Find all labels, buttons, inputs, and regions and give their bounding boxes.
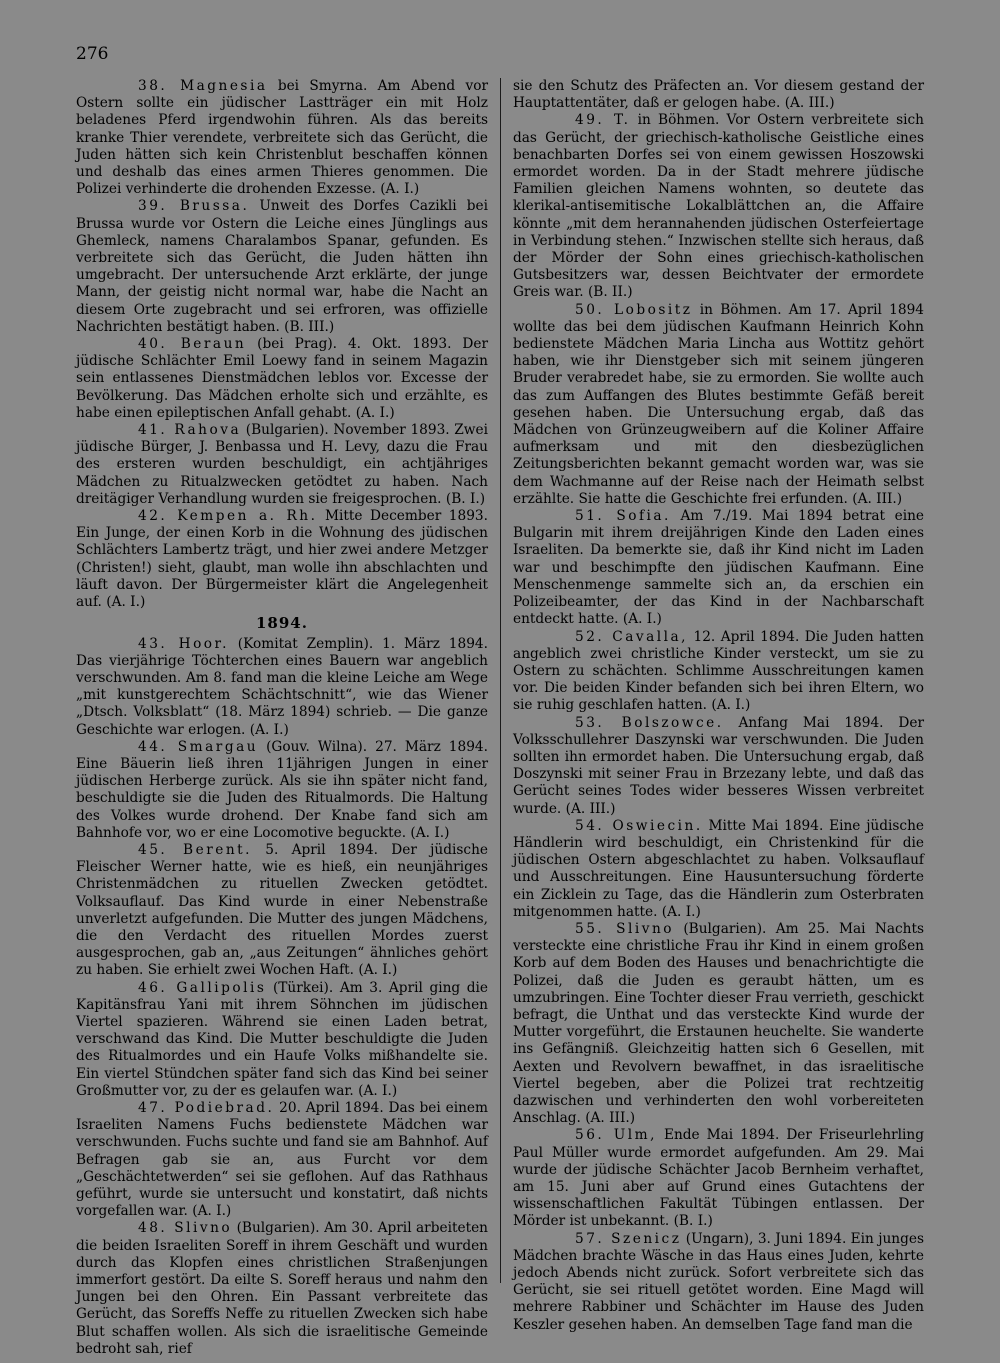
entry-text: (Türkei). Am 3. April ging die Kapitänsfrau Yani mit ihrem Söhnchen im jüdischen Viertel spazieren. Während sie einen Laden betrat, verschwand das Kind. Die Mutter beschuldigte die Juden des Ritualmordes und ein Haufe Volks mißhandelte sie. Ein viertel Stündchen später fand sich das Kind bei seiner Großmutter vor, zu der es gelaufen war. (A. I.) bbox=[76, 979, 488, 1099]
entry bbox=[513, 921, 924, 1127]
entry-text: 20. April 1894. Das bei einem Israeliten Namens Fuchs bedienstete Mädchen war verschwunden. Fuchs suchte und fand sie am Bahnhof. Auf Befragen gab sie an, aus Furcht vor dem „Geschächtetwerden“ sei sie geflohen. Auf das Rathhaus geführt, wurde sie untersucht und konstatirt, daß nichts vorgefallen war. (A. I.) bbox=[76, 1099, 488, 1220]
entry-place: 45. Berent. bbox=[138, 841, 253, 858]
entry bbox=[513, 112, 924, 301]
entry bbox=[513, 508, 924, 628]
entry-text: (Bulgarien). Am 25. Mai Nachts versteckte eine christliche Frau ihr Kind in einem großen Korb auf dem Boden des Hauses und benachrichtigte die Polizei, daß die Juden es geraubt hätten, um es umzubringen. Eine Tochter dieser Frau verrieth, geschickt befragt, die Unthat und das versteckte Kind wurde der Mutter vorgeführt, die Erstaunen heuchelte. Sie wanderte ins Gefängniß. Gleichzeitig hatten sich 6 Gesellen, mit Aexten und Revolvern bewaffnet, in das israelitische Viertel begeben, aber die Polizei trat rechtzeitig dazwischen und verhinderten den wohl vorbereiteten Anschlag. (A. III.) bbox=[513, 920, 924, 1127]
entry-place: 52. Cavalla, bbox=[575, 628, 689, 645]
entry-continuation: sie den Schutz des Präfecten an. Vor diesem gestand der Hauptattentäter, daß er gelogen habe. (A. III.) bbox=[513, 78, 924, 112]
entry-text: (Ungarn), 3. Juni 1894. Ein junges Mädchen brachte Wäsche in das Haus eines Juden, kehrte jedoch Abends nicht zurück. Sofort verbreitete sich das Gerücht, sie sei rituell getötet worden. Eine Magd will mehrere Rabbiner und Schächter im Hause des Juden Keszler gesehen haben. An demselben Tage fand man die bbox=[513, 1230, 924, 1333]
entry bbox=[76, 1100, 488, 1220]
entry bbox=[76, 842, 488, 980]
entry-text: 5. April 1894. Der jüdische Fleischer Werner hatte, wie es hieß, ein neunjähriges Christenmädchen zu rituellen Zwecken getödtet. Volksauflauf. Das Kind wurde in einer Nebenstraße unverletzt aufgefunden. Die Mutter des jungen Mädchens, die den Verdacht des rituellen Mordes zuerst ausgesprochen, gab an, „aus Zeitungen“ ähnliches gehört zu haben. Sie erhielt zwei Wochen Haft. (A. I.) bbox=[76, 841, 488, 979]
entry bbox=[76, 198, 488, 336]
entry-text: Unweit des Dorfes Cazikli bei Brussa wurde vor Ostern die Leiche eines Jünglings aus Ghemleck, namens Charalambos Spanar, gefunden. Es verbreitete sich das Gerücht, die Juden hätten ihn umgebracht. Der untersuchende Arzt erklärte, der junge Mann, der geistig nicht normal war, habe die Nacht an diesem Orte zugebracht und sei erfroren, was offizielle Nachrichten bestätigt haben. (B. III.) bbox=[76, 198, 488, 335]
entry-text: Am 7./19. Mai 1894 betrat eine Bulgarin mit ihrem dreijährigen Kinde den Laden eines Israeliten. Da bemerkte sie, daß ihr Kind nicht im Laden war und beschimpfte den jüdischen Kaufmann. Eine Menschenmenge sammelte sich an, da erschien ein Polizeibeamter, der das Kind in der Nachbarschaft entdeckt hatte. (A. I.) bbox=[513, 508, 924, 628]
entry-place: 42. Kempen a. Rh. bbox=[138, 508, 318, 525]
entry-place: 56. Ulm, bbox=[575, 1127, 657, 1144]
entry-place: 48. Slivno bbox=[138, 1220, 233, 1237]
entry-place: 50. Lobositz bbox=[575, 301, 693, 318]
page-number: 276 bbox=[76, 44, 109, 64]
entry bbox=[76, 78, 488, 198]
entry-text: (Gouv. Wilna). 27. März 1894. Eine Bäuerin ließ ihren 11jährigen Jungen in einer jüdischen Herberge zurück. Als sie ihn später nicht fand, beschuldigte sie die Juden des Ritualmords. Die Haltung des Volkes wurde drohend. Der Knabe fand sich am Bahnhofe vor, wo er eine Locomotive beguckte. (A. I.) bbox=[76, 738, 488, 841]
left-column bbox=[76, 78, 488, 1358]
entry bbox=[76, 1220, 488, 1358]
entry-place: 39. Brussa. bbox=[138, 198, 250, 215]
column-divider bbox=[500, 78, 501, 1283]
entry-place: 41. Rahova bbox=[138, 422, 242, 439]
entry-place: 46. Gallipolis bbox=[138, 979, 267, 996]
entries-1893 bbox=[76, 78, 488, 611]
entry-text: in Böhmen. Vor Ostern verbreitete sich das Gerücht, der griechisch-katholische Geistliche eines benachbarten Dorfes sei von einem gewissen Hoszowski ermordet worden. Da in der Stadt mehrere jüdische Familien gleichen Namens wohnten, so deutete das klerikal-antisemitische Lokalblättchen an, die Affaire könnte „mit dem herannahenden jüdischen Osterfeiertage in Verbindung stehen.“ Inzwischen stellte sich heraus, daß der Mörder der Sohn eines griechisch-katholischen Gutsbesitzers war, dessen Beichtvater der ermordete Greis war. (B. II.) bbox=[513, 112, 924, 301]
entry-place: 53. Bolszowce. bbox=[575, 714, 724, 731]
entry bbox=[76, 739, 488, 842]
entry-text: in Böhmen. Am 17. April 1894 wollte das bei dem jüdischen Kaufmann Heinrich Kohn bedienstete Mädchen Maria Lincha aus Wottitz gehört haben, wie ihr Dienstgeber sich mit seinem jüngeren Bruder verabredet habe, sie zu ermorden. Sie wollte auch das zum Auffangen des Blutes bestimmte Gefäß bereit gesehen haben. Die Untersuchung ergab, daß das Mädchen von Grünzeugweibern auf die Koliner Affaire aufmerksam und mit den diesbezüglichen Zeitungsberichten bekannt gemacht worden war, was sie dem Wachmanne auf der Reise nach der Heimath selbst erzählte. Sie hatte die Geschichte frei erfunden. (A. III.) bbox=[513, 301, 924, 507]
entry bbox=[76, 336, 488, 422]
entry bbox=[513, 818, 924, 921]
entry bbox=[513, 1127, 924, 1230]
entry bbox=[76, 980, 488, 1100]
entry-place: 40. Beraun bbox=[138, 336, 247, 353]
entry bbox=[513, 1231, 924, 1334]
entry-place: 38. Magnesia bbox=[138, 78, 268, 94]
entry-place: 44. Smargau bbox=[138, 738, 259, 755]
entry-text: Mitte Mai 1894. Eine jüdische Händlerin wird beschuldigt, ein Christenkind für die jüdischen Ostern abgeschlachtet zu haben. Volksauflauf und Ausschreitungen. Eine Hausuntersuchung förderte ein Zicklein zu Tage, das die Händlerin zum Osterbraten mitgenommen hatte. (A. I.) bbox=[513, 817, 924, 920]
entries-1894 bbox=[76, 636, 488, 1359]
entry-text: (Bulgarien). November 1893. Zwei jüdische Bürger, J. Benbassa und H. Levy, dazu die Frau des ersteren wurden beschuldigt, ein achtjähriges Mädchen zu Ritualzwecken getödtet zu haben. Nach dreitägiger Verhandlung wurden sie freigesprochen. (B. I.) bbox=[76, 422, 488, 507]
entry-place: 51. Sofia. bbox=[575, 508, 671, 525]
entry-text: bei Smyrna. Am Abend vor Ostern sollte ein jüdischer Lastträger ein mit Holz beladenes Pferd irgendwohin führen. Als das bereits kranke Thier verendete, verbreitete sich das Gerücht, die Juden hätten sich kein Christenblut beschaffen können und deshalb das eines armen Thieres genommen. Die Polizei verhinderte die drohenden Exzesse. (A. I.) bbox=[76, 78, 488, 198]
entry-place: 49. T. bbox=[575, 112, 631, 129]
entry-text: Mitte December 1893. Ein Junge, der einen Korb in die Wohnung des jüdischen Schlächters Lambertz trägt, und hier zwei andere Metzger (Christen!) sieht, glaubt, man wolle ihn abschlachten und läuft davon. Der Bürgermeister klärt die Angelegenheit auf. (A. I.) bbox=[76, 508, 488, 611]
entry bbox=[513, 715, 924, 818]
right-column bbox=[513, 78, 924, 1334]
entry-text: (Komitat Zemplin). 1. März 1894. Das vierjährige Töchterchen eines Bauern war angeblich verschwunden. Am 8. fand man die kleine Leiche am Wege „mit kunstgerechtem Schächtschnitt“, wie das Wiener „Dtsch. Volksblatt“ (18. März 1894) schrieb. — Die ganze Geschichte war erlogen. (A. I.) bbox=[76, 635, 488, 738]
entry-place: 47. Podiebrad. bbox=[138, 1099, 275, 1116]
entry-text: Ende Mai 1894. Der Friseurlehrling Paul Müller wurde ermordet aufgefunden. Am 29. Mai wurde der jüdische Schächter Jacob Bernheim verhaftet, am 15. Juni aber auf Grund eines Gutachtens der wissenschaftlichen Fakultät Tübingen entlassen. Der Mörder ist unbekannt. (B. I.) bbox=[513, 1127, 924, 1230]
entry-text: (bei Prag). 4. Okt. 1893. Der jüdische Schlächter Emil Loewy fand in seinem Magazin sein entlassenes Dienstmädchen leblos vor. Excesse der Bevölkerung. Das Mädchen erholte sich und erzählte, es habe einen epileptischen Anfall gehabt. (A. I.) bbox=[76, 336, 488, 421]
entry bbox=[76, 508, 488, 611]
entry-place: 57. Szenicz bbox=[575, 1230, 682, 1247]
entry bbox=[513, 302, 924, 508]
entry bbox=[513, 629, 924, 715]
entry-text: 12. April 1894. Die Juden hatten angeblich zwei christliche Kinder versteckt, um sie zu Ostern zu schächten. Schlimme Ausschreitungen kamen vor. Die beiden Kinder befanden sich bei ihren Eltern, wo sie ruhig geschlafen hatten. (A. I.) bbox=[513, 628, 924, 714]
entry-place: 43. Hoor. bbox=[138, 635, 229, 652]
entry-place: 55. Slivno bbox=[575, 920, 675, 937]
entry-place: 54. Oswiecin. bbox=[575, 817, 703, 834]
entry-text: Anfang Mai 1894. Der Volksschullehrer Daszynski war verschwunden. Die Juden sollten ihn ermordet haben. Die Untersuchung ergab, daß Doszynski mit seiner Frau in Brzezany lebte, und daß das Gerücht seines Todes wider besseres Wissen verbreitet wurde. (A. III.) bbox=[513, 714, 925, 817]
entry-text: (Bulgarien). Am 30. April arbeiteten die beiden Israeliten Soreff in ihrem Geschäft und wurden durch das Klopfen eines christlichen Straßenjungen immerfort gestört. Da eilte S. Soreff heraus und nahm den Jungen bei den Ohren. Ein Passant verbreitete das Gerücht, das Soreffs Neffe zu rituellen Zwecken sich habe Blut schaffen wollen. Als sich die israelitische Gemeinde bedroht sah, rief bbox=[76, 1220, 488, 1357]
entry bbox=[76, 636, 488, 739]
entry bbox=[76, 422, 488, 508]
year-heading: 1894. bbox=[256, 614, 308, 633]
